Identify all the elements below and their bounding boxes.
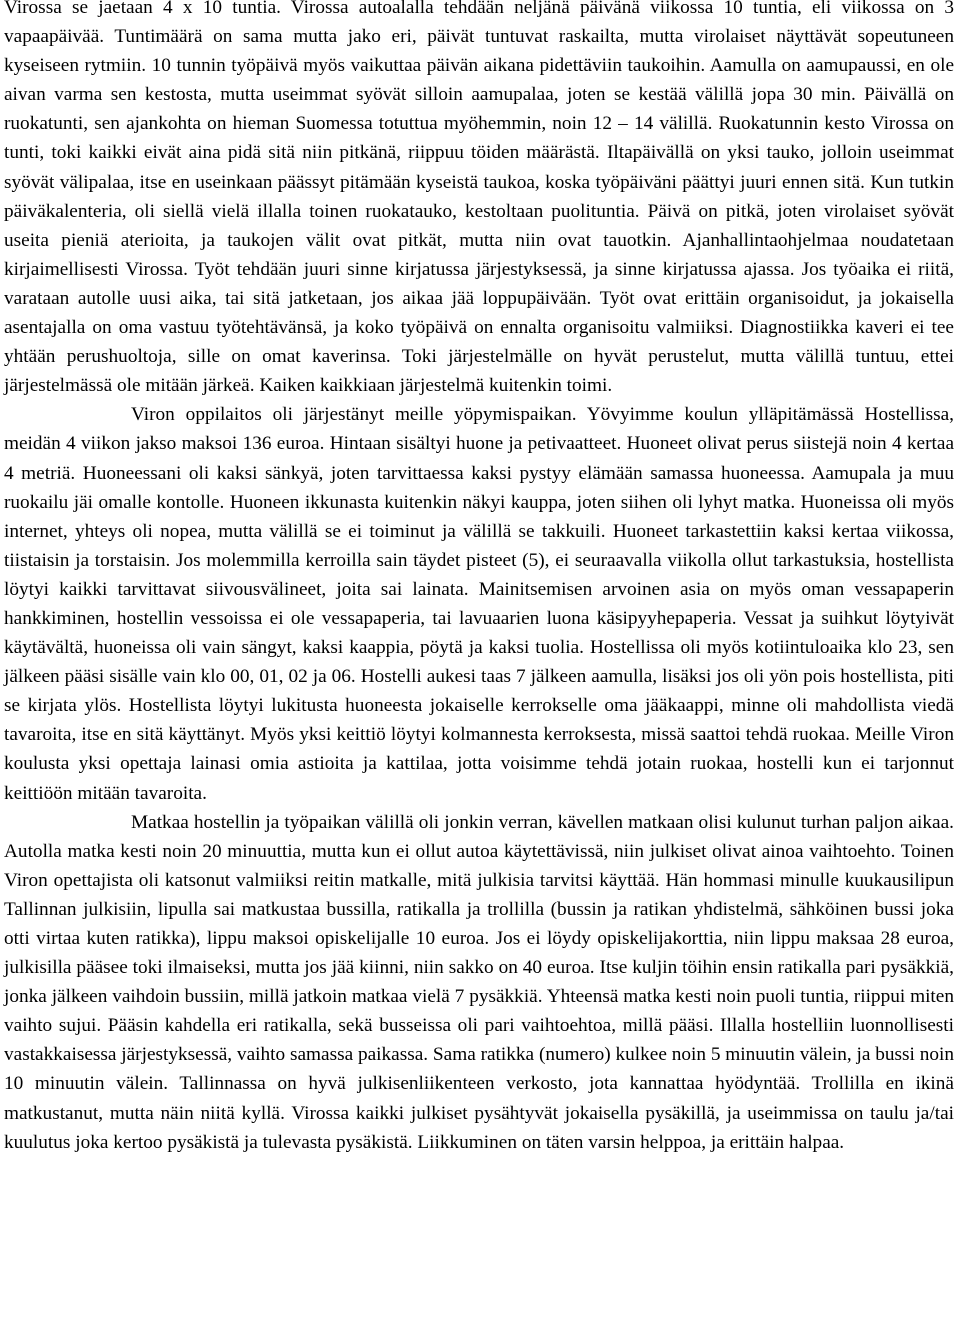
paragraph-work-schedule: Virossa se jaetaan 4 x 10 tuntia. Virossa autoalalla tehdään neljänä päivänä viikossa 10 tuntia, eli viikossa on 3 vapaapäivää. Tuntimäärä on sama mutta jako eri, päivät tuntuvat raskailta, mutta virolaiset näyttävät sopeutuneen kyseiseen rytmiin. 10 tunnin työpäivä myös vaikuttaa päivän aikana pidettäviin taukoihin. Aamulla on aamupaussi, en ole aivan varma sen kestosta, mutta useimmat syövät silloin aamupalaa, joten se kestää välillä jopa 30 min. Päivällä on ruokatunti, sen ajankohta on hieman Suomessa totuttua myöhemmin, noin 12 – 14 välillä. Ruokatunnin kesto Virossa on tunti, toki kaikki eivät aina pidä sitä niin pitkänä, riippuu töiden määrästä. Iltapäivällä on yksi tauko, jolloin useimmat syövät välipalaa, itse en useinkaan päässyt pitämään kyseistä taukoa, koska työpäiväni päättyi juuri ennen sitä. Kun tutkin päiväkalenteria, oli siellä vielä illalla toinen ruokatauko, kestoltaan puolituntia. Päivä on pitkä, joten virolaiset syövät useita pieniä aterioita, ja taukojen välit ovat pitkät, mutta niin ovat tauotkin. Ajanhallintaohjelmaa noudatetaan kirjaimellisesti Virossa. Työt tehdään juuri sinne kirjatussa järjestyksessä, ja sinne kirjatussa ajassa. Jos työaika ei riitä, varataan autolle uusi aika, tai sitä jatketaan, jos aikaa jää loppupäivään. Työt ovat erittäin organisoidut, ja jokaisella asentajalla on oma vastuu työtehtävänsä, ja koko työpäivä on ennalta organisoitu valmiiksi. Diagnostiikka kaveri ei tee yhtään perushuoltoja, sille on omat kaverinsa. Toki järjestelmälle on hyvät perustelut, mutta välillä tuntuu, ettei järjestelmässä ole mitään järkeä. Kaiken kaikkiaan järjestelmä kuitenkin toimi.: [4, 0, 954, 397]
paragraph-accommodation: Viron oppilaitos oli järjestänyt meille yöpymispaikan. Yövyimme koulun ylläpitämässä Hostellissa, meidän 4 viikon jakso maksoi 136 euroa. Hintaan sisältyi huone ja petivaatteet. Huoneet olivat perus siistejä noin 4 kertaa 4 metriä. Huoneessani oli kaksi sänkyä, joten tarvittaessa kaksi pystyy elämään samassa huoneessa. Aamupala ja muu ruokailu jäi omalle kontolle. Huoneen ikkunasta kuitenkin näkyi kauppa, joten siihen oli lyhyt matka. Huoneissa oli myös internet, yhteys oli nopea, mutta välillä se ei toiminut ja välillä se takkuili. Huoneet tarkastettiin kaksi kertaa viikossa, tiistaisin ja torstaisin. Jos molemmilla kerroilla sain täydet pisteet (5), ei seuraavalla viikolla ollut tarkastuksia, hostellista löytyi kaikki tarvittavat siivousvälineet, joita sai lainata. Mainitsemisen arvoinen asia on myös oman vessapaperin hankkiminen, hostellin vessoissa ei ole vessapaperia, tai lavuaarien luona käsipyyhepaperia. Vessat ja suihkut löytyivät käytävältä, huoneissa oli vain sängyt, kaksi kaappia, pöytä ja kaksi tuolia. Hostellissa oli myös kotiintuloaika klo 23, sen jälkeen pääsi sisälle vain klo 00, 01, 02 ja 06. Hostelli aukesi taas 7 jälkeen aamulla, lisäksi jos oli yön pois hostellista, piti se kirjata ylös. Hostellista löytyi lukitusta huoneesta jokaiselle kerrokselle oma jääkaappi, minne oli mahdollista viedä tavaroita, itse en sitä käyttänyt. Myös yksi keittiö löytyi kolmannesta kerroksesta, missä saattoi tehdä ruokaa. Meille Viron koulusta yksi opettaja lainasi omia astioita ja kattilaa, jotta voisimme tehdä jotain ruokaa, hostelli kun ei tarjonnut keittiöön mitään tavaroita.: [4, 404, 954, 804]
paragraph-transport: Matkaa hostellin ja työpaikan välillä oli jonkin verran, kävellen matkaan olisi kulunut turhan paljon aikaa. Autolla matka kesti noin 20 minuuttia, mutta kun ei ollut autoa käytettävissä, niin julkiset olivat ainoa vaihtoehto. Toinen Viron opettajista oli katsonut valmiiksi reitin matkalle, mitä julkisia tarvitsi käyttää. Hän hommasi minulle kuukausilipun Tallinnan julkisiin, lipulla sai matkustaa bussilla, ratikalla ja trollilla (bussin ja ratikan yhdistelmä, sähköinen bussi joka otti virtaa kuten ratikka), lippu maksoi opiskelijalle 10 euroa. Jos ei löydy opiskelijakorttia, niin lippu maksaa 28 euroa, julkisilla pääsee toki ilmaiseksi, mutta jos jää kiinni, niin sakko on 40 euroa. Itse kuljin töihin ensin ratikalla pari pysäkkiä, jonka jälkeen vaihdoin bussiin, millä jatkoin matkaa vielä 7 pysäkkiä. Yhteensä matka kesti noin puoli tuntia, riippui miten vaihto sujui. Pääsin kahdella eri ratikalla, sekä busseissa oli pari vaihtoehtoa, millä pääsi. Illalla hostelliin luonnollisesti vastakkaisessa järjestyksessä, vaihto samassa paikassa. Sama ratikka (numero) kulkee noin 5 minuutin välein, ja bussi noin 10 minuutin välein. Tallinnassa on hyvä julkisenliikenteen verkosto, jota kannattaa hyödyntää. Trollilla en ikinä matkustanut, mutta näin niitä kyllä. Virossa kaikki julkiset pysähtyvät jokaisella pysäkillä, ja useimmissa on taulu ja/tai kuulutus joka kertoo pysäkistä ja tulevasta pysäkistä. Liikkuminen on täten varsin helppoa, ja erittäin halpaa.: [4, 811, 954, 1153]
